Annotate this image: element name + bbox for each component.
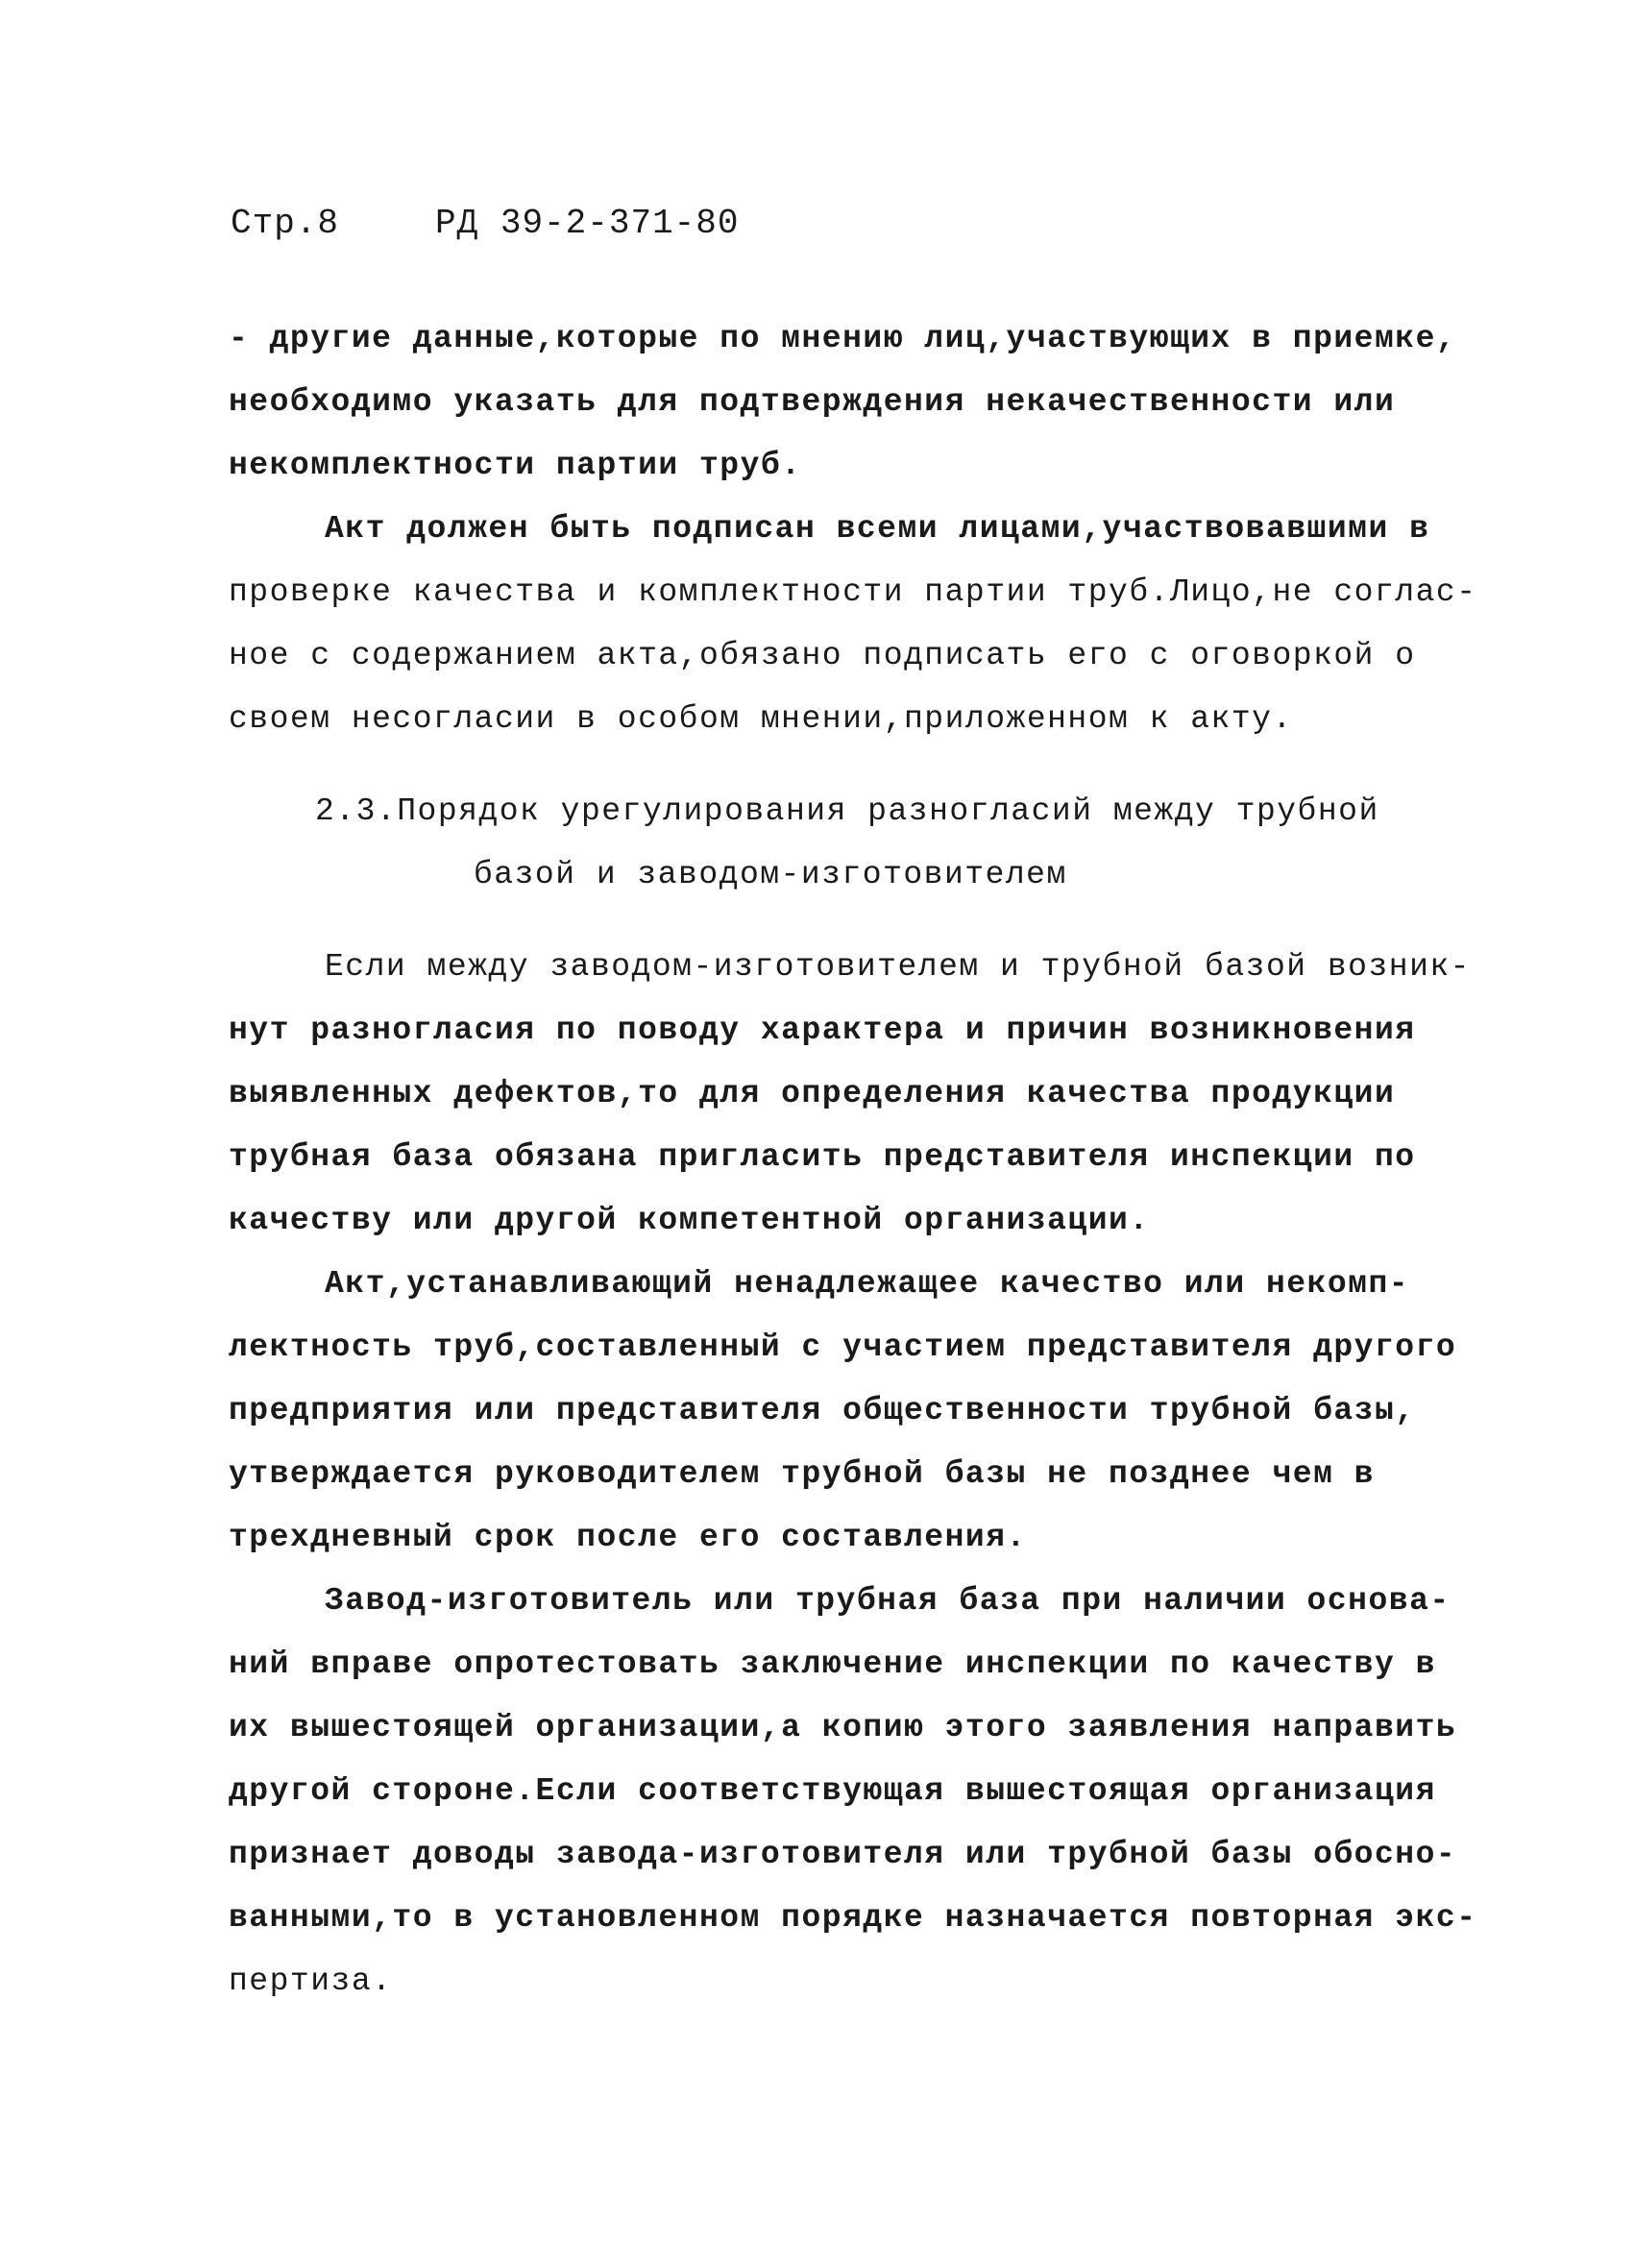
text-line: другой стороне.Если соответствующая вышестоящая организация: [229, 1773, 1436, 1809]
section-title: 2.3.Порядок урегулирования разногласий между трубной: [315, 793, 1379, 829]
text-line: выявленных дефектов,то для определения качества продукции: [229, 1076, 1396, 1111]
text-line: - другие данные,которые по мнению лиц,участвующих в приемке,: [229, 321, 1457, 356]
text-line: Если между заводом-изготовителем и трубной базой возник-: [325, 949, 1471, 985]
text-line: трехдневный срок после его составления.: [229, 1520, 1027, 1555]
text-line: их вышестоящей организации,а копию этого заявления направить: [229, 1710, 1457, 1745]
text-line: нут разногласия по поводу характера и причин возникновения: [229, 1012, 1416, 1048]
text-line: ное с содержанием акта,обязано подписать его с оговоркой о: [229, 638, 1416, 673]
body-text: [229, 307, 1477, 2013]
text-line: некомплектности партии труб.: [229, 448, 802, 483]
text-line: лектность труб,составленный с участием представителя другого: [229, 1329, 1457, 1365]
page-number: Стр.8: [231, 204, 340, 243]
text-line: предприятия или представителя общественности трубной базы,: [229, 1393, 1416, 1428]
text-line: ванными,то в установленном порядке назначается повторная экс-: [229, 1900, 1477, 1936]
text-line: Акт,устанавливающий ненадлежащее качество или некомп-: [325, 1266, 1410, 1302]
text-line: Завод-изготовитель или трубная база при наличии основа-: [325, 1583, 1451, 1619]
text-line: Акт должен быть подписан всеми лицами,участвовавшими в: [325, 511, 1430, 547]
text-line: утверждается руководителем трубной базы не позднее чем в: [229, 1456, 1375, 1492]
text-line: необходимо указать для подтверждения некачественности или: [229, 384, 1396, 420]
text-line: признает доводы завода-изготовителя или трубной базы обосно-: [229, 1837, 1457, 1872]
text-line: своем несогласии в особом мнении,приложенном к акту.: [229, 701, 1293, 737]
page-header: [231, 204, 739, 243]
section-title-continued: базой и заводом-изготовителем: [474, 857, 1067, 892]
document-code: РД 39-2-371-80: [435, 204, 740, 243]
text-line: пертиза.: [229, 1963, 393, 1999]
text-line: ний вправе опротестовать заключение инспекции по качеству в: [229, 1646, 1436, 1682]
text-line: проверке качества и комплектности партии труб.Лицо,не соглас-: [229, 574, 1477, 610]
text-line: качеству или другой компетентной организации.: [229, 1203, 1150, 1238]
text-line: трубная база обязана пригласить представителя инспекции по: [229, 1139, 1416, 1175]
